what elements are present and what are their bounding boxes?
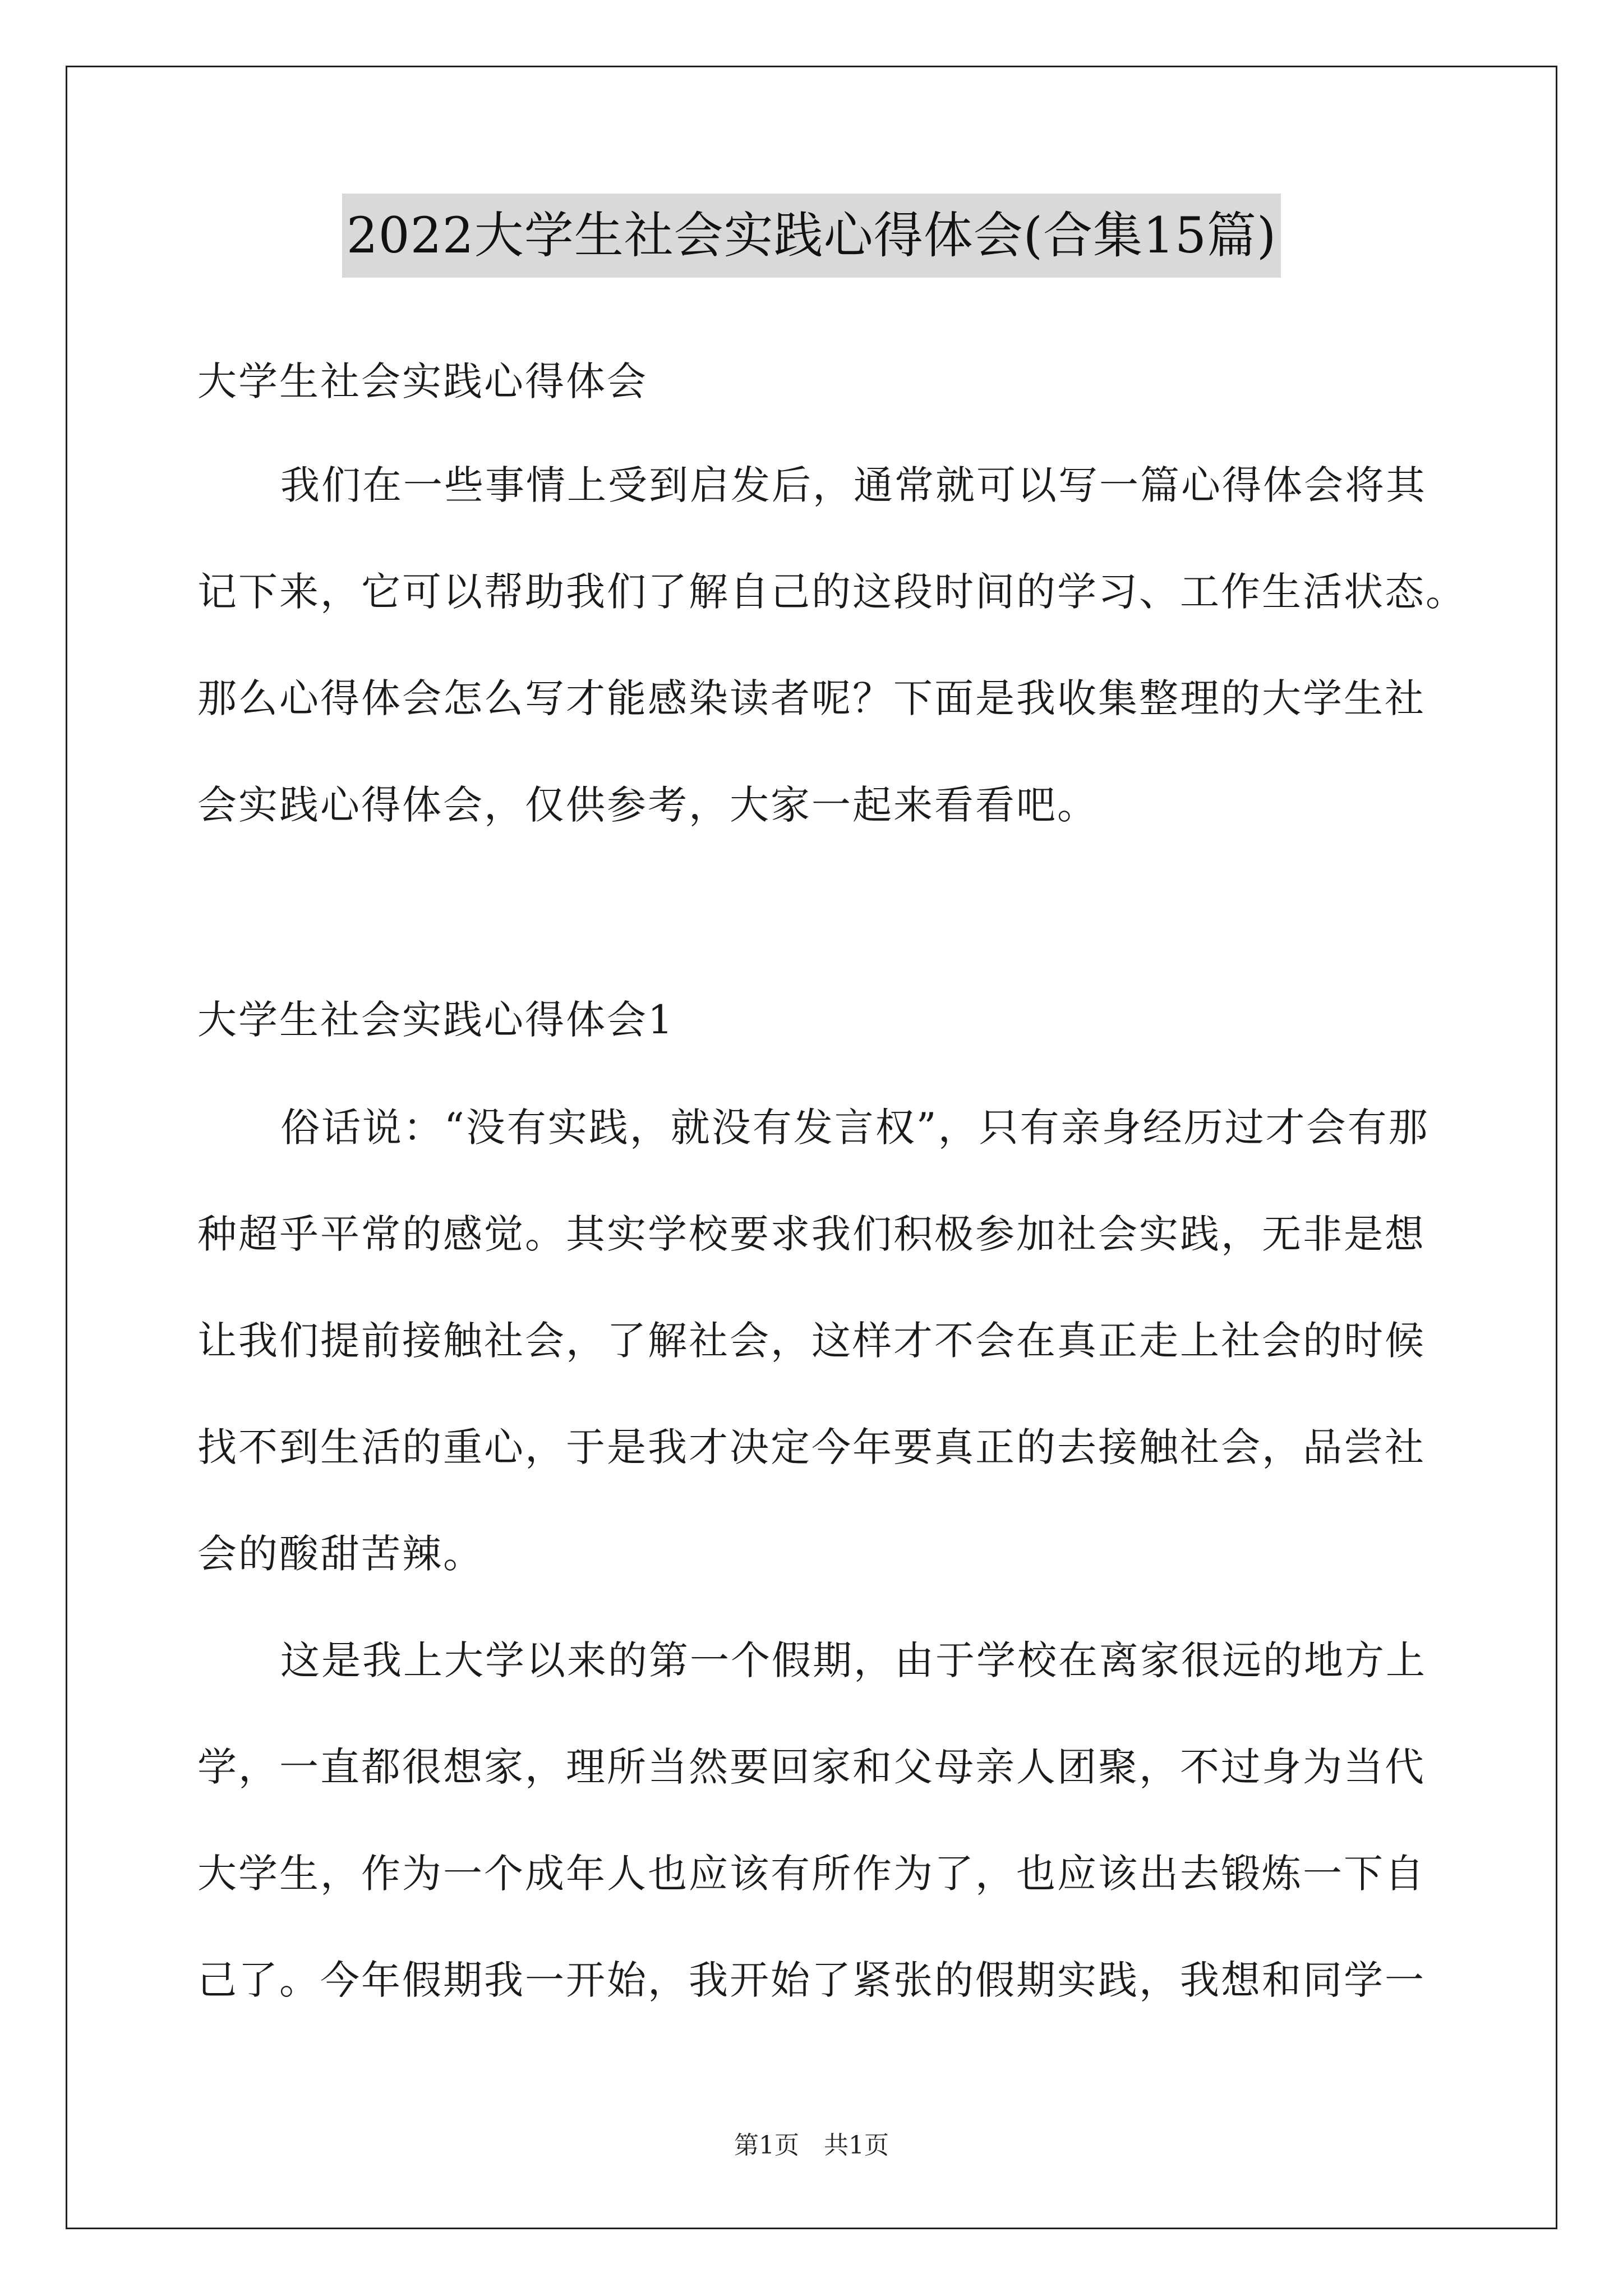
page-number: 第1页 共1页 (734, 2131, 889, 2160)
intro-line: 记下来，它可以帮助我们了解自己的这段时间的学习、工作生活状态。 (197, 569, 1467, 615)
paragraph-line: 大学生，作为一个成年人也应该有所作为了，也应该出去锻炼一下自 (197, 1851, 1426, 1897)
intro-heading: 大学生社会实践心得体会 (197, 358, 648, 404)
paragraph-line: 俗话说：“没有实践，就没有发言权”，只有亲身经历过才会有那 (280, 1105, 1430, 1151)
paragraph-line: 这是我上大学以来的第一个假期，由于学校在离家很远的地方上 (280, 1637, 1427, 1683)
paragraph-line: 己了。今年假期我一开始，我开始了紧张的假期实践，我想和同学一 (197, 1957, 1426, 2003)
title-container (0, 194, 1623, 278)
paragraph-line: 学，一直都很想家，理所当然要回家和父母亲人团聚，不过身为当代 (197, 1744, 1426, 1790)
paragraph-line: 种超乎平常的感觉。其实学校要求我们积极参加社会实践，无非是想 (197, 1211, 1426, 1257)
document-title: 2022大学生社会实践心得体会(合集15篇) (342, 194, 1281, 278)
page-footer (0, 2129, 1623, 2162)
section1-heading: 大学生社会实践心得体会1 (197, 997, 675, 1043)
intro-line: 那么心得体会怎么写才能感染读者呢？下面是我收集整理的大学生社 (197, 675, 1426, 721)
paragraph-line: 找不到生活的重心，于是我才决定今年要真正的去接触社会，品尝社 (197, 1424, 1426, 1470)
intro-line: 我们在一些事情上受到启发后，通常就可以写一篇心得体会将其 (280, 462, 1427, 508)
intro-line: 会实践心得体会，仅供参考，大家一起来看看吧。 (197, 782, 1098, 828)
paragraph-line: 会的酸甜苦辣。 (197, 1531, 484, 1577)
paragraph-line: 让我们提前接触社会，了解社会，这样才不会在真正走上社会的时候 (197, 1318, 1426, 1364)
